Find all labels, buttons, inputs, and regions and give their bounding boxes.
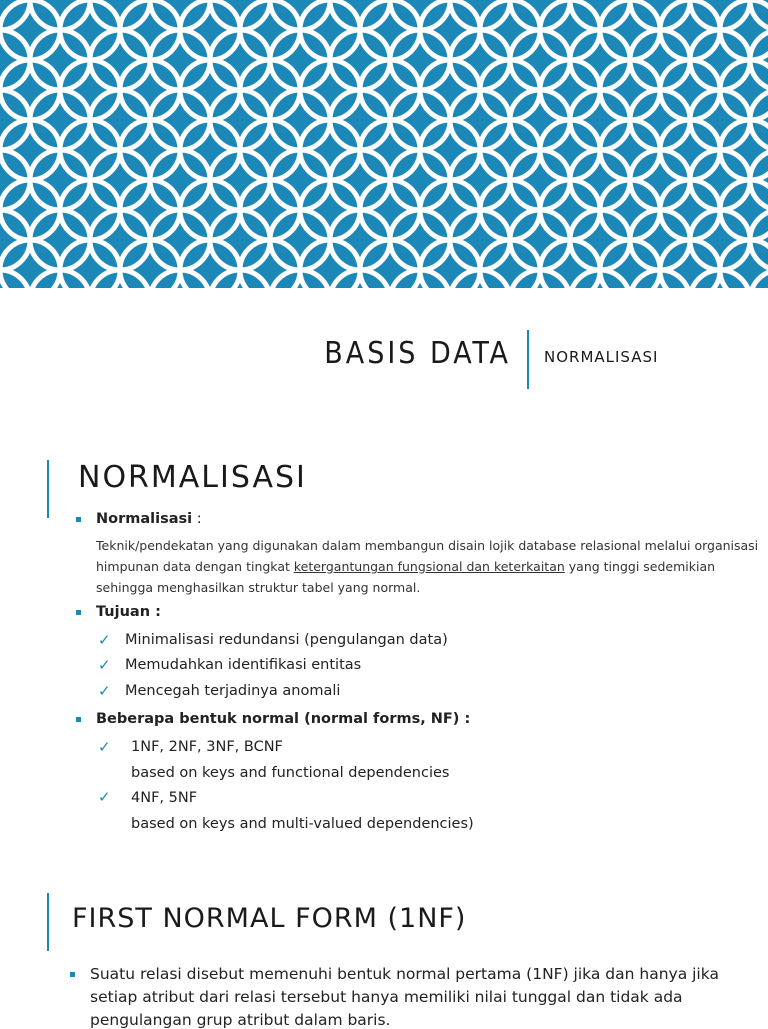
presentation-subtitle: NORMALISASI xyxy=(544,348,659,366)
section-title-1nf: FIRST NORMAL FORM (1NF) xyxy=(72,903,467,934)
bullet-marker xyxy=(76,517,81,522)
tujuan-item: Memudahkan identifikasi entitas xyxy=(125,657,362,673)
tujuan-heading: Tujuan : xyxy=(96,604,161,620)
definition-heading: Normalisasi : xyxy=(96,511,202,527)
section-accent-bar xyxy=(47,460,49,518)
1nf-line-1: Suatu relasi disebut memenuhi bentuk normal pertama (1NF) jika dan hanya jika xyxy=(90,965,719,983)
title-row xyxy=(0,330,768,390)
checkmark-icon: ✓ xyxy=(98,682,111,700)
section-accent-bar xyxy=(47,893,49,951)
title-divider xyxy=(527,330,529,389)
bullet-marker xyxy=(70,972,75,977)
form-name: 4NF, 5NF xyxy=(131,790,198,806)
presentation-title: BASIS DATA xyxy=(324,336,511,371)
form-description: based on keys and multi-valued dependencies) xyxy=(131,816,474,832)
tujuan-item: Minimalisasi redundansi (pengulangan data) xyxy=(125,632,448,648)
bullet-marker xyxy=(76,717,81,722)
bullet-marker xyxy=(76,610,81,615)
definition-line-1: Teknik/pendekatan yang digunakan dalam membangun disain lojik database relasional melalui organisasi xyxy=(96,538,759,553)
form-description: based on keys and functional dependencies xyxy=(131,765,450,781)
1nf-line-2: setiap atribut dari relasi tersebut hanya memiliki nilai tunggal dan tidak ada xyxy=(90,988,683,1006)
decorative-pattern-banner xyxy=(0,0,768,288)
checkmark-icon: ✓ xyxy=(98,738,111,756)
forms-heading: Beberapa bentuk normal (normal forms, NF) : xyxy=(96,711,471,727)
definition-underlined-phrase: ketergantungan fungsional dan keterkaitan xyxy=(293,559,565,574)
definition-line-3: sehingga menghasilkan struktur tabel yang normal. xyxy=(96,580,421,595)
tujuan-item: Mencegah terjadinya anomali xyxy=(125,683,341,699)
1nf-line-3: pengulangan grup atribut dalam baris. xyxy=(90,1011,391,1029)
section-title-normalisasi: NORMALISASI xyxy=(78,460,307,495)
checkmark-icon: ✓ xyxy=(98,656,111,674)
checkmark-icon: ✓ xyxy=(98,631,111,649)
checkmark-icon: ✓ xyxy=(98,788,111,806)
definition-line-2: himpunan data dengan tingkat ketergantungan fungsional dan keterkaitan yang tinggi sedemikian xyxy=(96,559,716,574)
form-name: 1NF, 2NF, 3NF, BCNF xyxy=(131,739,283,755)
